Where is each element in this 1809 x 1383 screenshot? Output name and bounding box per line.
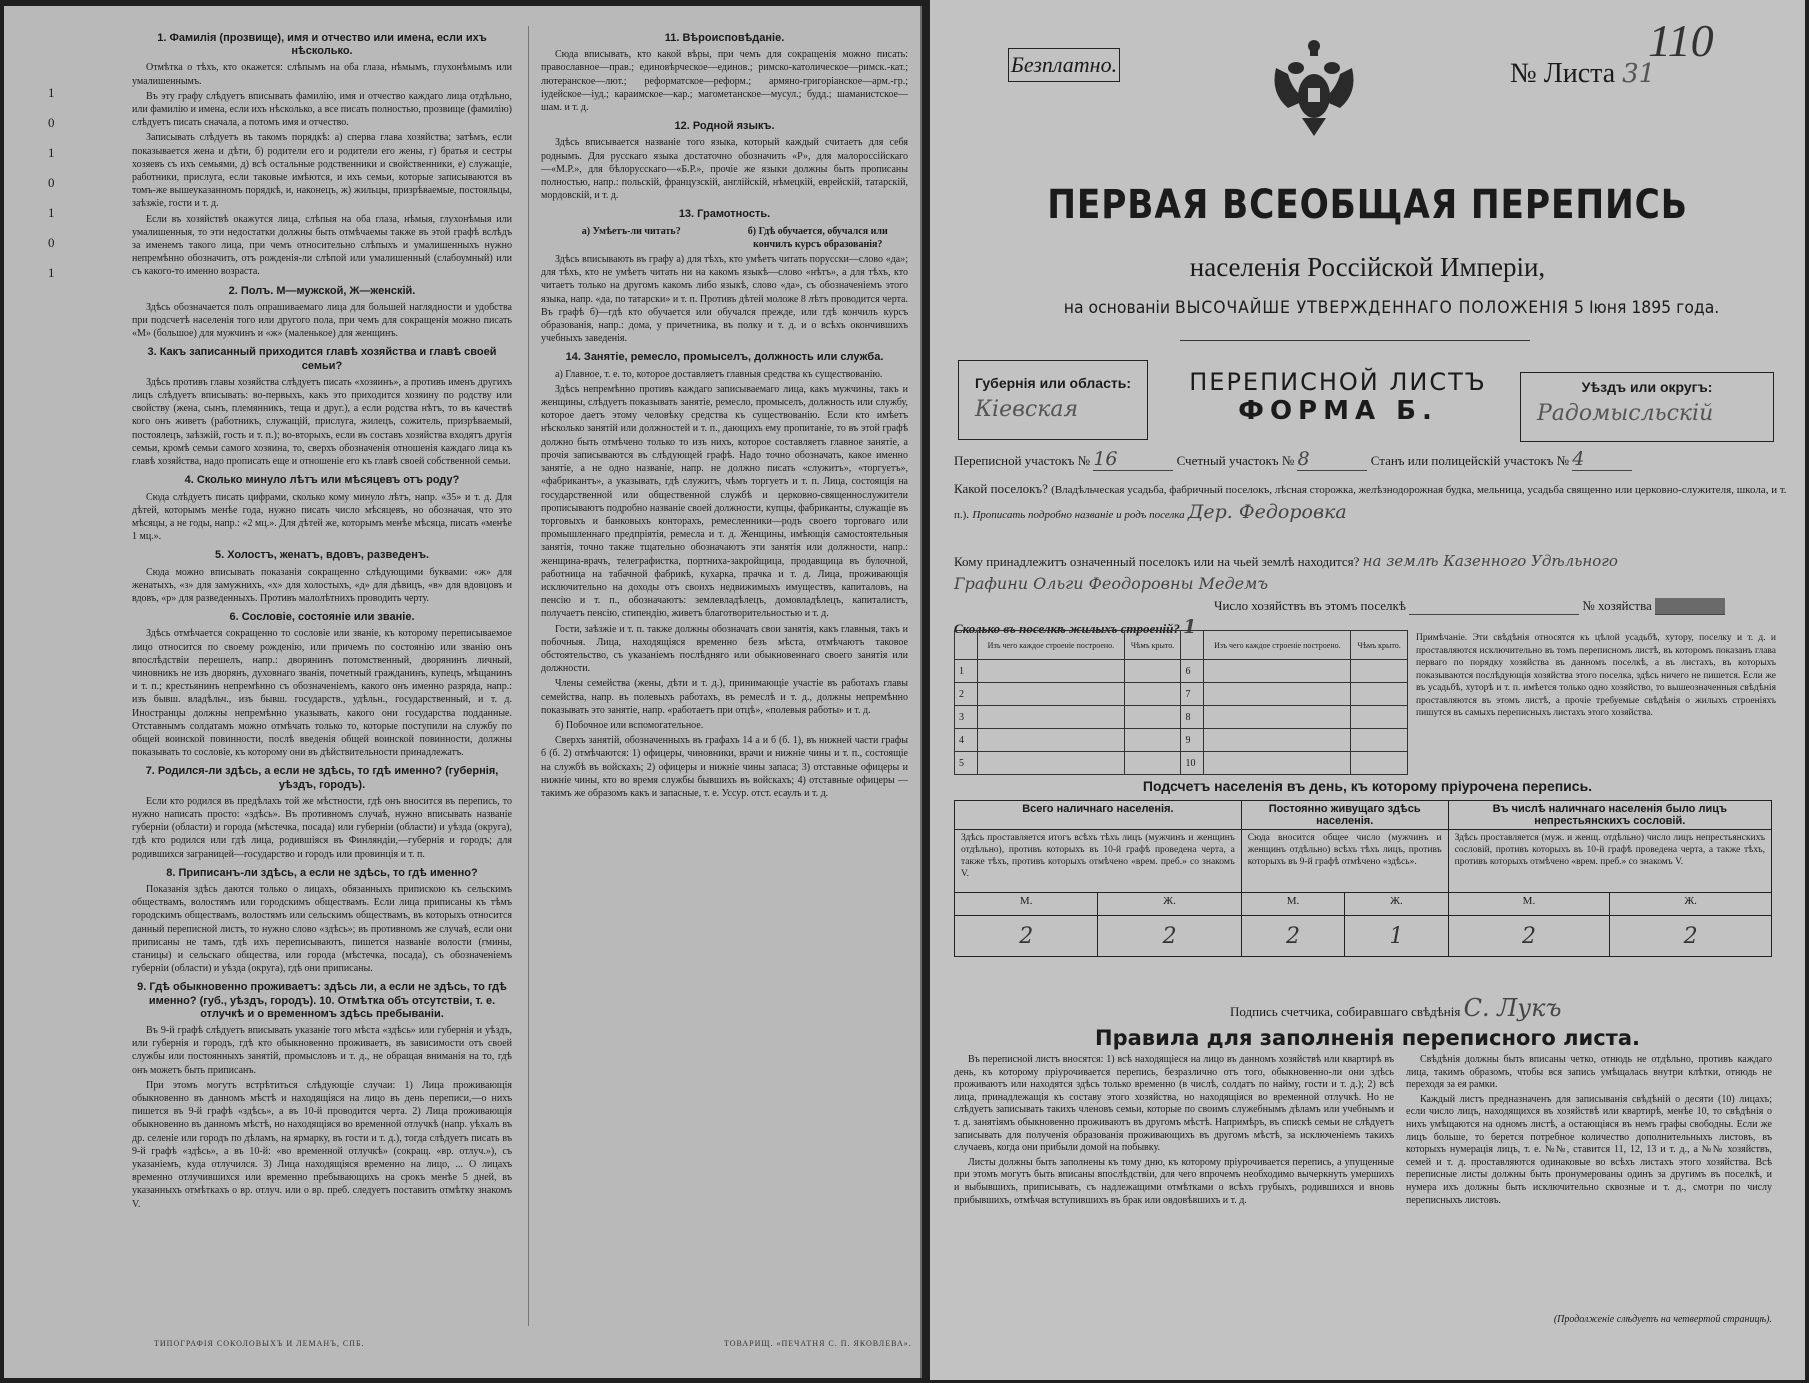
table-header: Изъ чего каждое строеніе построено.: [978, 631, 1125, 660]
instruction-paragraph: б) Побочное или вспомогательное.: [555, 719, 704, 731]
instruction-heading: 8. Приписанъ-ли здѣсь, а если не здѣсь, то гдѣ именно?: [166, 866, 478, 879]
page-subtitle: населенія Россійской Имперіи,: [1189, 252, 1546, 282]
households-label: Число хозяйствъ въ этомъ поселкѣ: [1214, 598, 1406, 613]
instructions-column-right: [528, 26, 908, 1326]
district-label: Уѣздъ или округъ:: [1581, 379, 1713, 395]
free-of-charge-stamp: Безплатно.: [1008, 48, 1120, 82]
sex-label: М.: [1241, 893, 1344, 916]
instructions-column-left: [132, 26, 512, 1326]
buildings-value: 1: [1183, 616, 1197, 638]
instruction-paragraph: Сюда вписывать, кто какой вѣры, при чемъ для сокращенія можно писать: православное—прав.; единовѣрческое—единов.; римско-католическое—римск.-кат.; лютеранское—лют.; реформатское—реформ.; армяно-григоріанское—арм.-гр.; іудейское—іуд.; караимское—кар.; магометанское—мусул.; будд.; шаманистское—шам. и т. д.: [541, 49, 908, 114]
row-number: 6: [1181, 660, 1204, 683]
pop-description: Здѣсь проставляется итогъ всѣхъ тѣхъ лицъ (мужчинъ и женщинъ отдѣльно), противъ которыхъ въ 10-й графѣ проведена черта, а также тѣхъ, противъ которыхъ отмѣчено «врем. преб.» со знакомъ V.: [955, 830, 1242, 893]
instruction-paragraph: Здѣсь непремѣнно противъ каждаго записываемаго лица, какъ мужчины, такъ и женщины, слѣдуетъ показывать занятіе, ремесло, промыселъ, должность или службу, которое даетъ этому человѣку средства къ существованію. Если кто имѣетъ нѣсколько занятій или должностей и т. п., дающихъ ему пропитаніе, то въ этой графѣ должно быть отмѣчено только то изъ нихъ, которое составляетъ главное занятіе, а прочія записываются въ слѣдующей графѣ. Надо точно обозначать, какое именно занятіе, а не одно названіе, напр. не должно писать «служитъ», «торгуетъ», «фабрикантъ», а указывать, гдѣ служитъ, чѣмъ торгуетъ и т. п. Лица, состоящія на государственной или общественной службѣ и церковно-священнослужители прописываютъ подробно названіе своей должности, купцы, фабриканты, служащіе въ торговыхъ и банковыхъ конторахъ, ремесленники—родъ своего торговаго или промышленнаго предпріятія, ремесла и т. д. Женщины, имѣющія самостоятельныя занятія, точно также тщательно обозначаютъ эти занятія или должности, напр.: женщина-врачъ, телеграфистка, портниха-закройщица, продавщица въ булочной, работница на табачной фабрикѣ, кухарка, прачка и т. д. Лица, проживающія исключительно на доходы отъ своихъ недвижимыхъ имуществъ, капиталовъ, на пенсію и т. п., обозначаютъ: землевладѣлецъ, домовладѣлецъ, капиталистъ, получаетъ пенсію, стипендію, живетъ благотворительностью и т. д.: [541, 383, 908, 620]
continued-note: (Продолженіе слѣдуетъ на четвертой страницѣ).: [1553, 1314, 1772, 1325]
margin-mark: 0: [48, 115, 55, 130]
pop-description: Здѣсь проставляется (муж. и женщ. отдѣльно) число лицъ непрестьянскихъ сословій, противъ которыхъ въ 10-й графѣ проведена черта, а также тѣхъ, противъ которыхъ отмѣчено «врем. преб.» со знакомъ V.: [1448, 830, 1771, 893]
settlement-write-label: Прописать подробно названіе и родъ поселка: [972, 509, 1185, 521]
sex-label: М.: [1448, 893, 1610, 916]
instruction-paragraph: Въ эту графу слѣдуетъ вписывать фамилію, имя и отчество каждаго лица отдѣльно, или фамилію и имена, если ихъ нѣсколько, а все писать полностью, прозвище (фамилію) слѣдуетъ писать сначала, а потомъ имя и отчество.: [132, 90, 512, 129]
form-title-line2: ФОРМА Б.: [1238, 396, 1438, 426]
rules-column-right: [1406, 1054, 1772, 1209]
instruction-paragraph: Здѣсь отмѣчается сокращенно то сословіе или званіе, къ которому переписываемое лицо относится по своему рожденію, или причемъ по состоянію или званію онъ впослѣдствіи перешелъ, напр.: дворянинъ потомственный, дворянинъ личный, чиновникъ не изъ дворянъ, духовнаго званія, почетный гражданинъ, купецъ, мѣщанинъ и т. п.; крестьянинъ непремѣнно съ обозначеніемъ, какого онъ именно разряда, напр.: изъ бывш. владѣльч., изъ бывш. государств., удѣльн., государственный, и т. д. Иностранцы должны непремѣнно указывать, какого они государства подданные. Отставнымъ солдатамъ можно отмѣчать только то, которые поступили на службу по общей воинской повинности, послѣ введенія общей воинской повинности, должны показывать то сословіе, къ которому они въ дѣйствительности принадлежатъ.: [132, 628, 512, 759]
instruction-paragraph: При этомъ могутъ встрѣтиться слѣдующіе случаи: 1) Лица проживающія обыкновенно въ данномъ мѣстѣ и находящіяся на лицо въ день переписи,—о нихъ пишется въ 9-й графѣ «здѣсь», а въ 10-й проводится черта. 2) Лица проживающія обыкновенно въ данномъ мѣстѣ, но находящіяся во временной отлучкѣ (напр. уѣхалъ въ др. селеніе или городъ по дѣламъ, на ярмарку, въ гости и т. д.), тогда слѣдуетъ писать въ 9-й графѣ «здѣсь», а въ 10-й: «во временной отлучкѣ» (сокращ. «вр. отлуч.»), съ указаніемъ, куда отлучился. 3) Лица находящіяся временно на лицо, ... О лицахъ временно отлучившихся или временно пребывающихъ на срокъ менѣе 5 дней, въ указанныхъ отмѣткахъ о вр. отлуч. или о вр. преб. следуетъ поставить отмѣтку знакомъ V.: [132, 1079, 512, 1210]
owner-value-2: Графини Ольги Феодоровны Медемъ: [954, 574, 1269, 593]
instruction-paragraph: Сюда слѣдуетъ писать цифрами, сколько кому минуло лѣтъ, напр. «35» и т. д. Для дѣтей, которымъ менѣе года, нужно писать число мѣсяцевъ, но обозначая, что это мѣсяцы, а не годы, напр.: «2 мц.». Для дѣтей же, которымъ менѣе мѣсяца, писать «менѣе 1 мц.».: [132, 491, 512, 543]
row-number: 2: [955, 683, 978, 706]
signature-value: С. Лукъ: [1463, 994, 1562, 1022]
police-district-label: Станъ или полицейскій участокъ №: [1370, 453, 1570, 468]
instruction-heading: 7. Родился-ли здѣсь, а если не здѣсь, то гдѣ именно? (губернія, уѣздъ, городъ).: [145, 765, 499, 791]
margin-mark: 0: [48, 235, 55, 250]
sex-label: М.: [955, 893, 1098, 916]
owner-label: Кому принадлежитъ означенный поселокъ или на чьей землѣ находится?: [954, 554, 1360, 569]
instruction-paragraph: Отмѣтка о тѣхъ, кто окажется: слѣпымъ на оба глаза, нѣмымъ, глухонѣмымъ или умалишеннымъ.: [132, 62, 512, 87]
form-title-line1: ПЕРЕПИСНОЙ ЛИСТЪ: [1189, 368, 1487, 396]
margin-mark: 1: [48, 265, 55, 280]
settlement-value: Дер. Федоровка: [1187, 501, 1347, 523]
margin-marks: [48, 78, 68, 288]
legal-basis-prefix: на основаніи: [1063, 298, 1171, 318]
instruction-heading: 12. Родной языкъ.: [674, 120, 775, 133]
pop-value: 2: [1098, 916, 1241, 957]
owner-value-1: на землѣ Казенного Удѣльного: [1362, 552, 1618, 570]
margin-mark: 1: [48, 145, 55, 160]
sheet-number: [1510, 58, 1655, 90]
owner-line-2: [954, 574, 1787, 593]
pop-description: Сюда вносится общее число (мужчинъ и женщинъ отдѣльно) всѣхъ тѣхъ лицъ, противъ которыхъ въ 9-й графѣ отмѣчено «здѣсь».: [1241, 830, 1448, 893]
row-number: 4: [955, 729, 978, 752]
row-number: 1: [955, 660, 978, 683]
instruction-heading: 11. Вѣроисповѣданіе.: [664, 32, 785, 44]
rules-paragraph: Каждый листъ предназначенъ для записыванія свѣдѣній о десяти (10) лицахъ; если число лицъ, находящихся въ хозяйствѣ или квартирѣ, менѣе 10, то свѣдѣнія о нихъ умѣщаются на одномъ листѣ, а остающіяся въ немъ графы свободны. Если же лицъ больше, то берется потребное количество дополнительныхъ листовъ, въ которыхъ нумерація лицъ, т. е. №№, ставится 11, 12, 13 и т. д., а №№ хозяйствъ, семей и т. д. проставляются одинаковые во всѣхъ листахъ этого хозяйства. Всѣ переписные листы должны быть пронумерованы одинъ за другимъ въ поселкѣ, и нумера ихъ должны быть исключительно сквозные и т. д., смотри по числу переписныхъ листовъ.: [1406, 1093, 1772, 1206]
counting-plot-label: Счетный участокъ №: [1176, 453, 1295, 468]
instruction-heading: 9. Гдѣ обыкновенно проживаетъ: здѣсь ли, а если не здѣсь, то гдѣ именно? (губ., уѣздъ, городъ). 10. Отмѣтка объ отсутствіи, т. е. отлучкѣ и о временномъ здѣсь пребываніи.: [137, 981, 507, 1020]
rules-column-left: [954, 1054, 1394, 1209]
buildings-note: Примѣчаніе. Эти свѣдѣнія относятся къ цѣлой усадьбѣ, хутору, поселку и т. д. и проставляются исключительно въ томъ переписномъ листѣ, въ которомъ показанъ глава перваго по порядку хозяйства въ данномъ поселкѣ, а въ листахъ, въ которыхъ показываются послѣдующія хозяйства этого поселка, здѣсь ничего не пишется. Если же въ усадьбѣ, хуторѣ и т. п. имѣется только одно хозяйство, то вышеозначенныя свѣдѣнія проставляются въ этомъ листѣ, а прочіе требуемые свѣдѣнія о жилыхъ строеніяхъ пишутся въ самыхъ переписныхъ листахъ этого хозяйства.: [1416, 633, 1776, 718]
instruction-paragraph: Показанія здѣсь даются только о лицахъ, обязанныхъ припискою къ сельскимъ обществамъ, волостямъ или городскимъ обществамъ. Если лица приписаны къ тѣмъ городскимъ обществамъ, волостямъ или сельскимъ обществамъ, въ которыхъ относится данный переписной листъ, то нужно слово «здѣсь»; въ противномъ же случаѣ, если они приписаны не тамъ, гдѣ ихъ переписываютъ, пишется названіе волости (гмины, станицы) и сельскаго общества, или города (мѣстечка, посада), съ обозначеніемъ губерніи (области) и уѣзда (округа), гдѣ они приписаны.: [132, 883, 512, 975]
plot-numbers-line: [954, 448, 1787, 471]
district-value: Радомысльскій: [1537, 401, 1714, 426]
left-page-instructions: [4, 6, 922, 1378]
instruction-paragraph: Здѣсь обозначается полъ опрашиваемаго лица для большей наглядности и удобства при подсчетѣ населенія того или другого пола, при чемъ для сокращенія можно писать «М» (большое) для мужчинъ и «ж» (маленькое) для женщинъ.: [132, 301, 512, 340]
sex-label: Ж.: [1345, 893, 1448, 916]
pop-header: Постоянно живущаго здѣсь населенія.: [1241, 801, 1448, 830]
instruction-heading: 1. Фамилія (прозвище), имя и отчество или имена, если ихъ нѣсколько.: [157, 32, 487, 58]
instruction-heading: 14. Занятіе, ремесло, промыселъ, должность или служба.: [565, 351, 884, 364]
population-count-table: [954, 800, 1772, 957]
table-header: Чѣмъ крыто.: [1124, 631, 1181, 660]
pop-header: Въ числѣ наличнаго населенія было лицъ непрестьянскихъ сословій.: [1448, 801, 1771, 830]
printer-imprint-right: ТОВАРИЩ. «ПЕЧАТНЯ С. П. ЯКОВЛЕВА».: [724, 1339, 912, 1348]
settlement-label: Какой поселокъ?: [954, 481, 1048, 496]
instruction-paragraph: Здѣсь вписывается названіе того языка, который каждый считаетъ для себя роднымъ. Для русскаго языка достаточно обозначить «Р», для малороссійскаго—«М.Р.», для бѣлорусскаго—«Б.Р.», прочіе же языки должны быть прописаны полностью, напр.: польскій, французскій, англійскій, нѣмецкій, еврейскій, татарскій, мордовскій, и т. д.: [541, 137, 908, 202]
instruction-paragraph: а) Главное, т. е. то, которое доставляетъ главныя средства къ существованію.: [555, 368, 883, 380]
table-row: [955, 660, 1408, 683]
census-plot-label: Переписной участокъ №: [954, 453, 1091, 468]
households-line: [954, 598, 1787, 615]
row-number: 7: [1181, 683, 1204, 706]
instruction-heading: 4. Сколько минуло лѣтъ или мѣсяцевъ отъ роду?: [184, 474, 460, 487]
row-number: 9: [1181, 729, 1204, 752]
instruction-paragraph: Сверхъ занятій, обозначенныхъ въ графахъ 14 а и б (б. 1), въ нижней части графы б (б. 2) отмѣчаются: 1) офицеры, чиновники, врачи и нижніе чины и т. п., состоящіе на службѣ въ войскахъ; 2) офицеры и нижніе чины запаса; 3) отставные офицеры и нижніе чины, кто во время службы бывшихъ въ войскахъ; 4) отставные офицеры — такимъ же образомъ какъ и запасные, т. е. Уссур. отст. есаулъ и т. д.: [541, 735, 908, 799]
buildings-label: Сколько въ поселкѣ жилыхъ строеній?: [954, 621, 1180, 636]
instruction-paragraph: Гости, заѣзжіе и т. п. также должны обозначать свои занятія, какъ главныя, такъ и побочныя. Лица, находящіяся временно безъ мѣста, отмѣчаютъ таковое обстоятельство, съ указаніемъ послѣдняго или обыкновеннаго своего занятія или должности.: [541, 623, 908, 675]
form-title: [1158, 368, 1518, 426]
row-number: 5: [955, 752, 978, 775]
rules-paragraph: Свѣдѣнія должны быть вписаны четко, отнюдь не отдѣльно, противъ каждаго лица, такимъ образомъ, чтобы вся запись умѣщалась внутри клѣтки, отнюдь не переходя за ея рамки.: [1406, 1054, 1772, 1091]
table-header: Чѣмъ крыто.: [1351, 631, 1408, 660]
rules-title: Правила для заполненія переписного листа.: [1095, 1026, 1640, 1050]
archive-folio-number: 110: [1648, 15, 1714, 66]
pop-value: 2: [1241, 916, 1344, 957]
margin-mark: 1: [48, 205, 55, 220]
province-label: Губернія или область:: [974, 375, 1132, 391]
counting-plot-value: 8: [1297, 448, 1367, 471]
sex-label: Ж.: [1610, 893, 1772, 916]
table-row: [955, 729, 1408, 752]
double-headed-eagle-icon: [1266, 38, 1362, 138]
row-number: 8: [1181, 706, 1204, 729]
table-row: [955, 752, 1408, 775]
province-value: Кіевская: [975, 397, 1079, 422]
pop-value: 2: [955, 916, 1098, 957]
row-number: 10: [1181, 752, 1204, 775]
instruction-paragraph: Въ 9-й графѣ слѣдуетъ вписывать указаніе того мѣста «здѣсь» или губернія и уѣздъ, или губернія и городъ, гдѣ кто обыкновенно проживаетъ, въ зависимости отъ своей службы или постоянныхъ занятій, промысловъ и т. д., не обращая вниманія на то, гдѣ онъ можетъ быть приписанъ.: [132, 1025, 512, 1076]
province-box: [958, 360, 1148, 440]
instruction-paragraph: Члены семейства (жены, дѣти и т. д.), принимающіе участіе въ работахъ главы семейства, напр. въ полевыхъ работахъ, въ ремеслѣ и т. д., должны непремѣнно показывать это занятіе, напр. «работаетъ при отцѣ», «полевыя работы» и т. д.: [541, 678, 908, 716]
page-title: ПЕРВАЯ ВСЕОБЩАЯ ПЕРЕПИСЬ: [1047, 182, 1688, 228]
pop-header: Всего наличнаго населенія.: [955, 801, 1242, 830]
table-header: Изъ чего каждое строеніе построено.: [1204, 631, 1351, 660]
legal-basis: [1029, 298, 1753, 318]
instruction-paragraph: Здѣсь противъ главы хозяйства слѣдуетъ писать «хозяинъ», а противъ именъ другихъ лицъ слѣдуетъ вписывать: во-первыхъ, какъ это приходится хозяину по родству или свойству (жена, сынъ, племянникъ, теща и друг.), а если родства нѣтъ, то въ качествѣ кого онъ живетъ (работникъ, служащій, прислуга, жилецъ, сожитель, призрѣваемый, постоялецъ, заѣзжій, гость и т. п.); во-вторыхъ, если въ составъ хозяйства входятъ другія семьи, кромѣ семьи самого хозяина, то, сверхъ обозначенія отношенія каждаго лица къ главѣ хозяйства, надо прописать еще и отношеніе его къ главѣ своей собственной семьи.: [132, 376, 512, 468]
instruction-heading: 6. Сословіе, состояніе или званіе.: [229, 611, 415, 624]
instruction-heading: 3. Какъ записанный приходится главѣ хозяйства и главѣ своей семьи?: [147, 346, 497, 372]
instruction-heading: 13. Грамотность.: [678, 208, 771, 221]
settlement-line: [954, 478, 1787, 526]
sheet-number-label: № Листа: [1510, 58, 1616, 89]
police-district-value: 4: [1572, 448, 1632, 471]
instruction-subheading: а) Умѣетъ-ли читать?: [581, 225, 681, 237]
table-row: [955, 706, 1408, 729]
row-number: 3: [955, 706, 978, 729]
enumerator-signature-line: [1230, 994, 1562, 1022]
instruction-subheadings: [541, 225, 908, 251]
divider: [1180, 340, 1530, 341]
legal-basis-date: 5 Іюня 1895 года.: [1574, 298, 1720, 318]
instruction-paragraph: Сюда можно вписывать показанія сокращенно слѣдующими буквами: «ж» для женатыхъ, «з» для замужнихъ, «х» для холостыхъ, «д» для дѣвицъ, «в» для вдовцовъ и вдовъ, «р» для разведенныхъ. Противъ малолѣтнихъ проводить черту.: [132, 566, 512, 604]
instruction-paragraph: Записывать слѣдуетъ въ такомъ порядкѣ: а) сперва глава хозяйства; затѣмъ, если показывается жена и дѣти, б) родители его и родители его жены, г) братья и сестры хозяевъ съ ихъ семьями, д) всѣ остальные родственники и свойственники, е) служащіе, работники, прислуга, если таковые имѣются, и ихъ семьи, которые записываются въ томъ-же вышеуказанномъ порядкѣ, и, наконецъ, ж) жильцы, призрѣваемые, постояльцы, заѣзжіе, гости и т. д.: [132, 132, 512, 210]
pop-value: 2: [1448, 916, 1610, 957]
instruction-heading: 2. Полъ. М—мужской, Ж—женскій.: [228, 284, 416, 297]
instruction-paragraph: Если кто родился въ предѣлахъ той же мѣстности, гдѣ онъ вносится въ перепись, то нужно написать просто: «здѣсь». Въ противномъ случаѣ, нужно вписывать названіе губерніи (области) и города (мѣстечка, посада) или губерніи (области) и уѣзда (округа), гдѣ кто родился или гдѣ лица, родившіяся въ Финляндіи,—губернія и городъ; для родившихся заграницей—государство и городъ или провинція и т. п.: [132, 795, 512, 860]
population-count-title: Подсчетъ населенія въ день, къ которому пріурочена перепись.: [1142, 778, 1593, 794]
legal-basis-caps: ВЫСОЧАЙШЕ УТВЕРЖДЕННАГО ПОЛОЖЕНІЯ: [1174, 298, 1570, 318]
signature-label: Подпись счетчика, собиравшаго свѣдѣнія: [1230, 1004, 1461, 1019]
instruction-subheading: б) Гдѣ обучается, обучался или кончилъ курсъ образованія?: [747, 225, 888, 250]
printer-imprint-left: ТИПОГРАФІЯ СОКОЛОВЫХЪ И ЛЕМАНЪ, СПБ.: [154, 1339, 365, 1348]
instruction-paragraph: Если въ хозяйствѣ окажутся лица, слѣпыя на оба глаза, нѣмыя, глухонѣмыя или умалишенныя, то эти недостатки должны быть отмѣчаемы также въ этой графѣ вслѣдъ за именемъ такого лица, при чемъ относительно слѣпыхъ и умалишенныхъ нужно непремѣнно обозначить, отъ рожденія-ли слѣпой или умалишенный (слабоумный) или съ какого-то именно возраста.: [132, 213, 512, 278]
pop-value: 1: [1345, 916, 1448, 957]
buildings-table: [954, 630, 1408, 775]
census-form-page: [930, 0, 1805, 1380]
district-box: [1520, 372, 1774, 442]
sheet-number-value: 31: [1622, 59, 1656, 89]
instruction-heading: 5. Холостъ, женатъ, вдовъ, разведенъ.: [214, 549, 430, 562]
margin-mark: 0: [48, 175, 55, 190]
census-plot-value: 16: [1093, 448, 1173, 471]
household-number-label: № хозяйства: [1582, 598, 1652, 613]
rules-paragraph: Въ переписной листъ вносятся: 1) всѣ находящіеся на лицо въ данномъ хозяйствѣ или квартирѣ въ день, къ которому пріурочивается перепись, безразлично отъ того, обыкновенно-ли они здѣсь проживаютъ или находятся здѣсь только временно (в числѣ, солдатъ по найму, гости и т. д.); 2) всѣ лица, принадлежащія къ составу этого хозяйства, но находящіяся во временной отлучкѣ. Но не слѣдуетъ записывать такихъ членовъ семьи, которые по своимъ служебнымъ дѣламъ или учебнымъ и т. д. занятіямъ обыкновенно проживаютъ въ другомъ мѣстѣ. Напримѣръ, въ спискѣ семьи не слѣдуетъ записывать для полученія образованія проживающихъ въ другомъ мѣстѣ, за исключеніемъ такихъ случаевъ, когда они прибыли домой на побывку.: [954, 1054, 1394, 1154]
sex-label: Ж.: [1098, 893, 1241, 916]
settlement-hint: (Владѣльческая усадьба, фабричный поселокъ, лѣсная сторожка, желѣзнодорожная будка, мельница, усадьба священно или церковно-служителя, школа, и т. п.).: [954, 484, 1787, 521]
table-row: [955, 683, 1408, 706]
instruction-paragraph: Здѣсь вписывають въ графу а) для тѣхъ, кто умѣетъ читать порусски—слово «да»; для тѣхъ, кто не умѣетъ читать ни на какомъ языкѣ—слово «нѣтъ», а для тѣхъ, кто читаетъ только на другомъ какомъ либо языкѣ, слово «да», съ обозначеніемъ этого языка, напр. «да, по татарски» и т. п. Противъ дѣтей моложе 8 лѣтъ проводится черта. Въ графѣ б)—гдѣ кто обучается или обучался прежде, или гдѣ кончилъ курсъ образованія, напр.: дома, у причетника, въ полку и т. д. и о всѣхъ окончившихъ учебныхъ заведенія.: [541, 254, 908, 345]
margin-mark: 1: [48, 85, 55, 100]
rules-paragraph: Листы должны быть заполнены къ тому дню, къ которому пріурочивается перепись, а упущенные при этомъ могутъ быть вписаны впослѣдствіи, для чего впрочемъ необходимо вычеркнуть умершихъ и выбывшихъ, приписывать, съ надлежащими отмѣтками о всѣхъ грубыхъ, родившихся и вновь прибывшихъ, отмѣчая вступившихъ въ брак или овдовѣвшихъ и т. д.: [954, 1156, 1394, 1206]
pop-value: 2: [1610, 916, 1772, 957]
owner-line: [954, 552, 1787, 570]
